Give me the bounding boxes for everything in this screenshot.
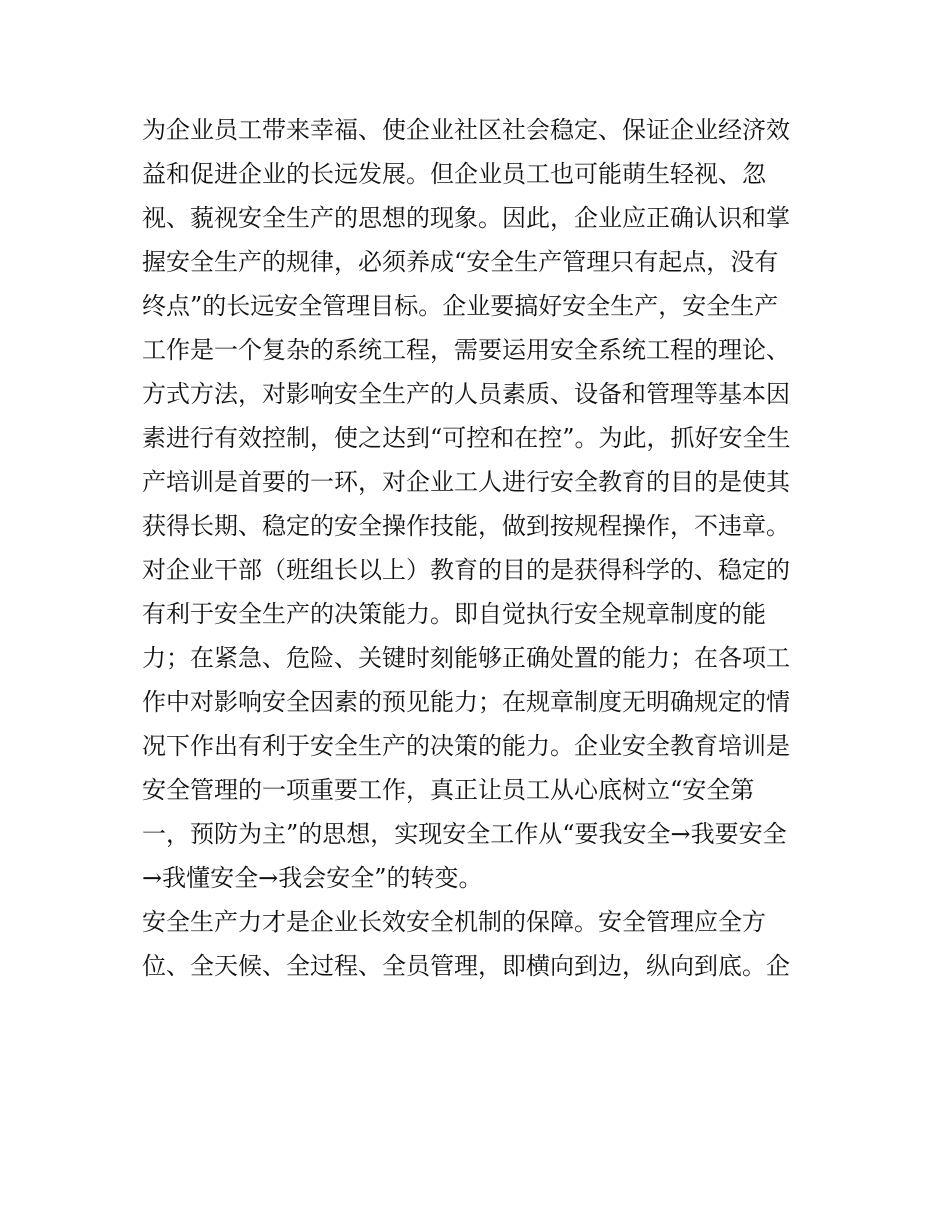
- text-line: 况下作出有利于安全生产的决策的能力。企业安全教育培训是: [142, 732, 790, 760]
- text-line: 位、全天候、全过程、全员管理，即横向到边，纵向到底。企: [142, 952, 790, 980]
- body-text: [142, 108, 822, 988]
- text-line: 工作是一个复杂的系统工程，需要运用安全系统工程的理论、: [142, 336, 790, 364]
- text-line: 力；在紧急、危险、关键时刻能够正确处置的能力；在各项工: [142, 644, 790, 672]
- text-line: 获得长期、稳定的安全操作技能，做到按规程操作，不违章。: [142, 512, 790, 540]
- text-line: 握安全生产的规律，必须养成“安全生产管理只有起点，没有: [142, 248, 779, 276]
- text-line: 终点”的长远安全管理目标。企业要搞好安全生产，安全生产: [142, 292, 779, 320]
- text-line: 作中对影响安全因素的预见能力；在规章制度无明确规定的情: [142, 688, 790, 716]
- text-line: 视、藐视安全生产的思想的现象。因此，企业应正确认识和掌: [142, 204, 790, 232]
- text-line: 方式方法，对影响安全生产的人员素质、设备和管理等基本因: [142, 380, 790, 408]
- text-line: 一，预防为主”的思想，实现安全工作从“要我安全→我要安全: [142, 820, 787, 848]
- text-line: 素进行有效控制，使之达到“可控和在控”。为此，抓好安全生: [142, 424, 791, 452]
- text-line: 安全生产力才是企业长效安全机制的保障。安全管理应全方: [142, 908, 766, 936]
- text-line: 产培训是首要的一环，对企业工人进行安全教育的目的是使其: [142, 468, 790, 496]
- text-line: 对企业干部（班组长以上）教育的目的是获得科学的、稳定的: [142, 556, 790, 584]
- text-line: 安全管理的一项重要工作，真正让员工从心底树立“安全第: [142, 776, 755, 804]
- text-line: →我懂安全→我会安全”的转变。: [142, 864, 483, 892]
- text-line: 有利于安全生产的决策能力。即自觉执行安全规章制度的能: [142, 600, 766, 628]
- text-line: 为企业员工带来幸福、使企业社区社会稳定、保证企业经济效: [142, 116, 790, 144]
- text-line: 益和促进企业的长远发展。但企业员工也可能萌生轻视、忽: [142, 160, 766, 188]
